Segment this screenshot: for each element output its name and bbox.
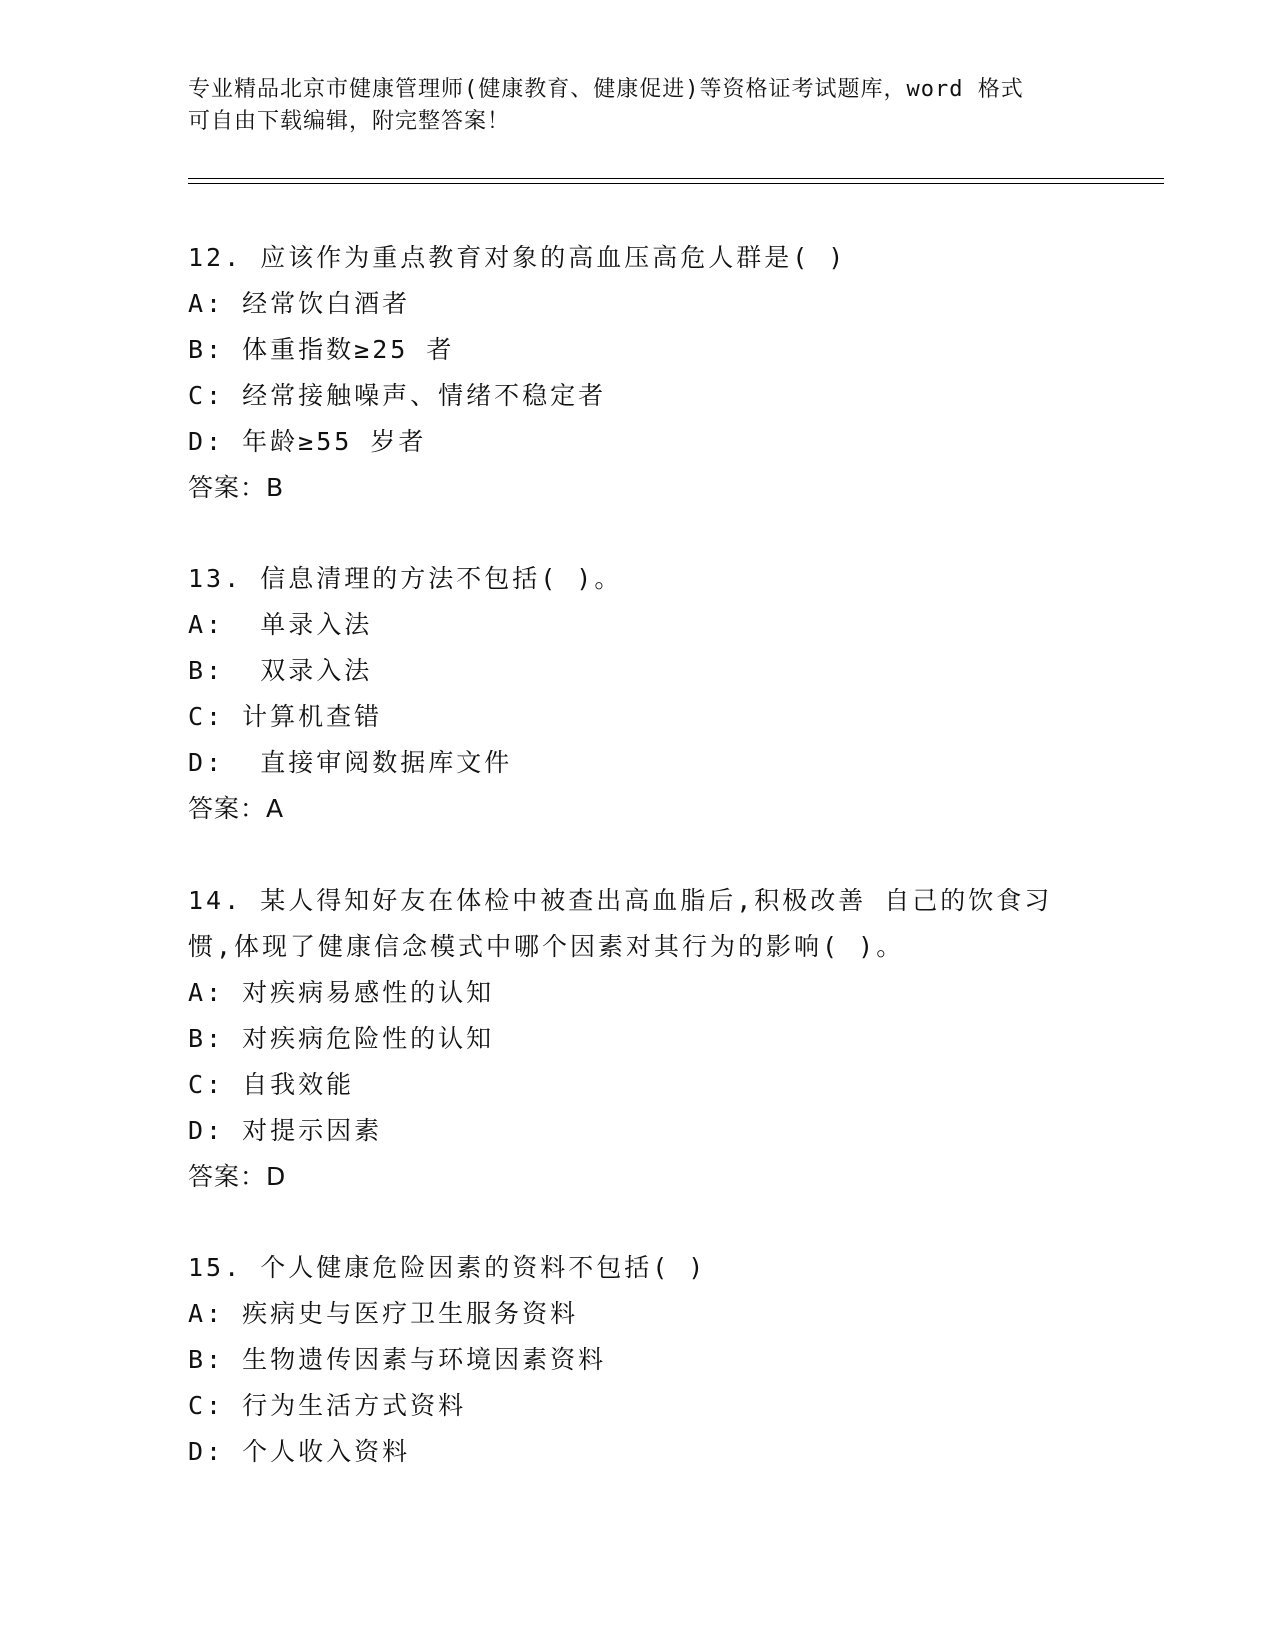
- option-a: A: 对疾病易感性的认知: [188, 978, 495, 1007]
- question-15: [188, 1245, 1088, 1475]
- option-a: A: 单录入法: [188, 610, 373, 639]
- option-d: D: 个人收入资料: [188, 1437, 411, 1466]
- question-12: [188, 235, 1088, 511]
- question-stem-line-1: 14. 某人得知好友在体检中被查出高血脂后,积极改善 自己的饮食习: [188, 886, 1053, 915]
- option-c: C: 自我效能: [188, 1070, 355, 1099]
- answer: 答案：D: [188, 1162, 287, 1191]
- option-d: D: 对提示因素: [188, 1116, 383, 1145]
- option-a: A: 经常饮白酒者: [188, 289, 411, 318]
- option-c: C: 计算机查错: [188, 702, 383, 731]
- option-b: B: 体重指数≥25 者: [188, 335, 455, 364]
- option-d: D: 直接审阅数据库文件: [188, 748, 513, 777]
- question-stem-line-2: 惯,体现了健康信念模式中哪个因素对其行为的影响( )。: [188, 932, 905, 961]
- question-stem: 12. 应该作为重点教育对象的高血压高危人群是( ): [188, 243, 847, 272]
- header-divider-bottom: [188, 183, 1164, 184]
- question-stem: 13. 信息清理的方法不包括( )。: [188, 564, 623, 593]
- option-c: C: 行为生活方式资料: [188, 1391, 467, 1420]
- option-d: D: 年龄≥55 岁者: [188, 427, 427, 456]
- question-stem: 15. 个人健康危险因素的资料不包括( ): [188, 1253, 707, 1282]
- header-line-1: 专业精品北京市健康管理师(健康教育、健康促进)等资格证考试题库，word 格式: [188, 77, 1024, 102]
- option-b: B: 生物遗传因素与环境因素资料: [188, 1345, 607, 1374]
- option-a: A: 疾病史与医疗卫生服务资料: [188, 1299, 579, 1328]
- option-b: B: 对疾病危险性的认知: [188, 1024, 495, 1053]
- answer: 答案：B: [188, 473, 285, 502]
- option-c: C: 经常接触噪声、情绪不稳定者: [188, 381, 607, 410]
- answer: 答案：A: [188, 794, 285, 823]
- option-b: B: 双录入法: [188, 656, 373, 685]
- header-divider-top: [188, 178, 1164, 179]
- question-13: [188, 556, 1088, 832]
- header-line-2: 可自由下载编辑，附完整答案！: [188, 109, 511, 134]
- document-header: [188, 74, 1088, 138]
- question-14: [188, 878, 1088, 1200]
